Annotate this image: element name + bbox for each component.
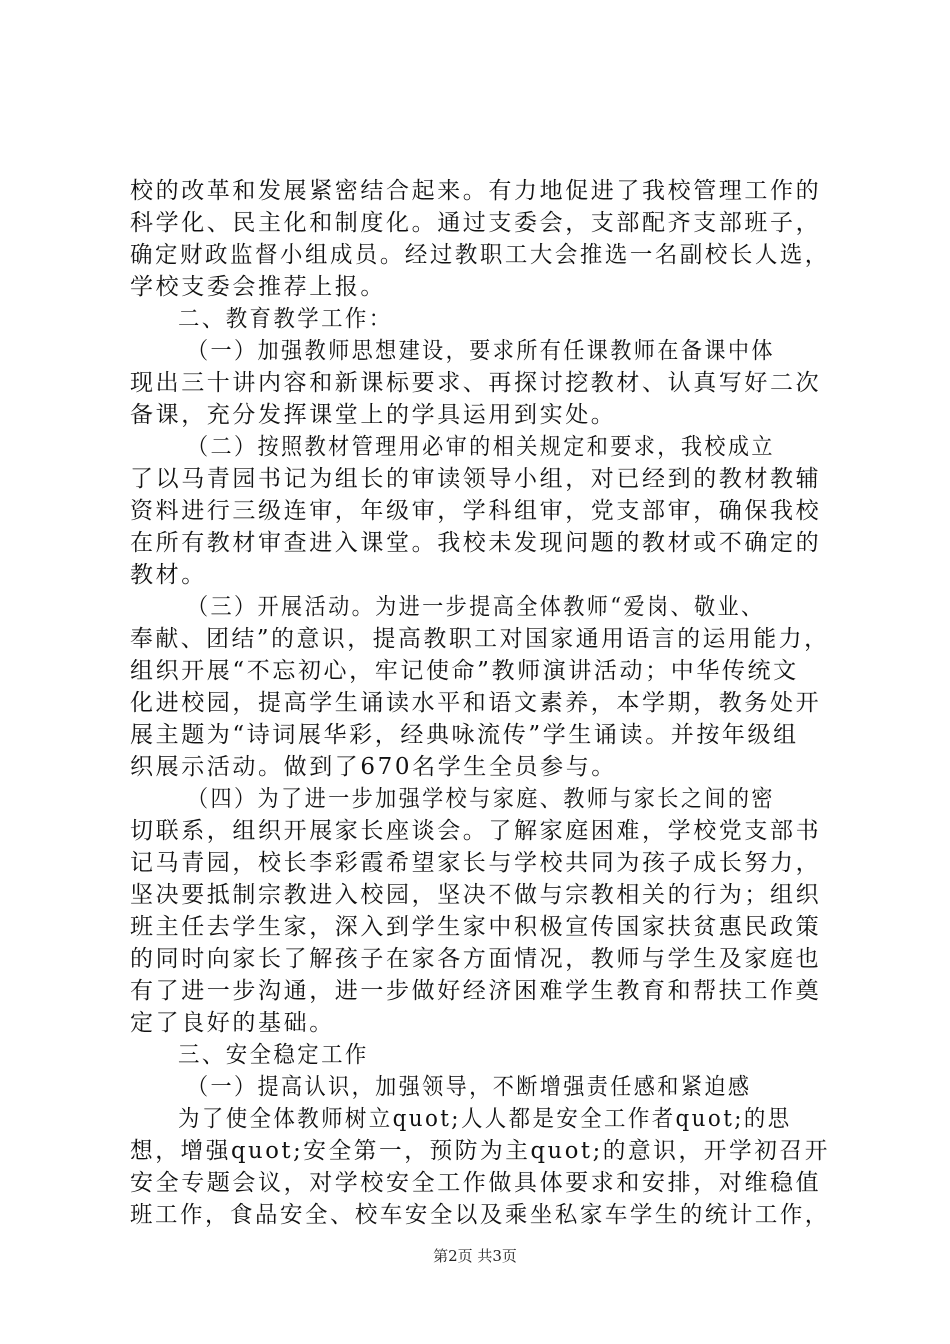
body-text-line: 化进校园，提高学生诵读水平和语文素养，本学期，教务处开 bbox=[130, 690, 822, 716]
section-heading: 三、安全稳定工作 bbox=[178, 1042, 369, 1068]
body-text-line: 校的改革和发展紧密结合起来。有力地促进了我校管理工作的 bbox=[130, 178, 822, 204]
body-text-line: 记马青园，校长李彩霞希望家长与学校共同为孩子成长努力， bbox=[130, 850, 822, 876]
body-text-line: 的同时向家长了解孩子在家各方面情况，教师与学生及家庭也 bbox=[130, 946, 822, 972]
body-text-line: 备课，充分发挥课堂上的学具运用到实处。 bbox=[130, 402, 617, 428]
body-text-line: 为了使全体教师树立quot;人人都是安全工作者quot;的思 bbox=[178, 1106, 792, 1132]
page-footer: 第2页 共3页 bbox=[433, 1247, 517, 1265]
body-text-line: 组织开展“不忘初心，牢记使命”教师演讲活动；中华传统文 bbox=[130, 658, 799, 684]
body-text-line: 在所有教材审查进入课堂。我校未发现问题的教材或不确定的 bbox=[130, 530, 822, 556]
body-text-line: 有了进一步沟通，进一步做好经济困难学生教育和帮扶工作奠 bbox=[130, 978, 822, 1004]
body-text-line: 教材。 bbox=[130, 562, 207, 588]
body-text-line: （四）为了进一步加强学校与家庭、教师与家长之间的密 bbox=[187, 786, 775, 812]
body-text-line: 资料进行三级连审，年级审，学科组审，党支部审，确保我校 bbox=[130, 498, 822, 524]
body-text-line: 想，增强quot;安全第一，预防为主quot;的意识，开学初召开 bbox=[130, 1138, 830, 1164]
body-text-line: 班主任去学生家，深入到学生家中积极宣传国家扶贫惠民政策 bbox=[130, 914, 822, 940]
body-text-line: 了以马青园书记为组长的审读领导小组，对已经到的教材教辅 bbox=[130, 466, 822, 492]
body-text-line: （一）加强教师思想建设，要求所有任课教师在备课中体 bbox=[187, 338, 775, 364]
body-text-line: 学校支委会推荐上报。 bbox=[130, 274, 386, 300]
body-text-line: 展主题为“诗词展华彩，经典咏流传”学生诵读。并按年级组 bbox=[130, 722, 799, 748]
body-text-line: 确定财政监督小组成员。经过教职工大会推选一名副校长人选， bbox=[130, 242, 830, 268]
body-text-line: 现出三十讲内容和新课标要求、再探讨挖教材、认真写好二次 bbox=[130, 370, 822, 396]
body-text-line: 安全专题会议，对学校安全工作做具体要求和安排，对维稳值 bbox=[130, 1170, 822, 1196]
body-text-line: 定了良好的基础。 bbox=[130, 1010, 335, 1036]
body-text-line: 班工作，食品安全、校车安全以及乘坐私家车学生的统计工作， bbox=[130, 1202, 830, 1228]
body-text-line: 切联系，组织开展家长座谈会。了解家庭困难，学校党支部书 bbox=[130, 818, 822, 844]
body-text-line: （三）开展活动。为进一步提高全体教师“爱岗、敬业、 bbox=[187, 594, 765, 620]
body-text-line: （二）按照教材管理用必审的相关规定和要求，我校成立 bbox=[187, 434, 775, 460]
subsection-heading: （一）提高认识，加强领导，不断增强责任感和紧迫感 bbox=[187, 1074, 752, 1100]
body-text-line: 织展示活动。做到了670名学生全员参与。 bbox=[130, 754, 617, 780]
body-text-line: 坚决要抵制宗教进入校园，坚决不做与宗教相关的行为；组织 bbox=[130, 882, 822, 908]
section-heading: 二、教育教学工作： bbox=[178, 306, 393, 332]
body-text-line: 科学化、民主化和制度化。通过支委会，支部配齐支部班子， bbox=[130, 210, 822, 236]
body-text-line: 奉献、团结”的意识，提高教职工对国家通用语言的运用能力， bbox=[130, 626, 830, 652]
